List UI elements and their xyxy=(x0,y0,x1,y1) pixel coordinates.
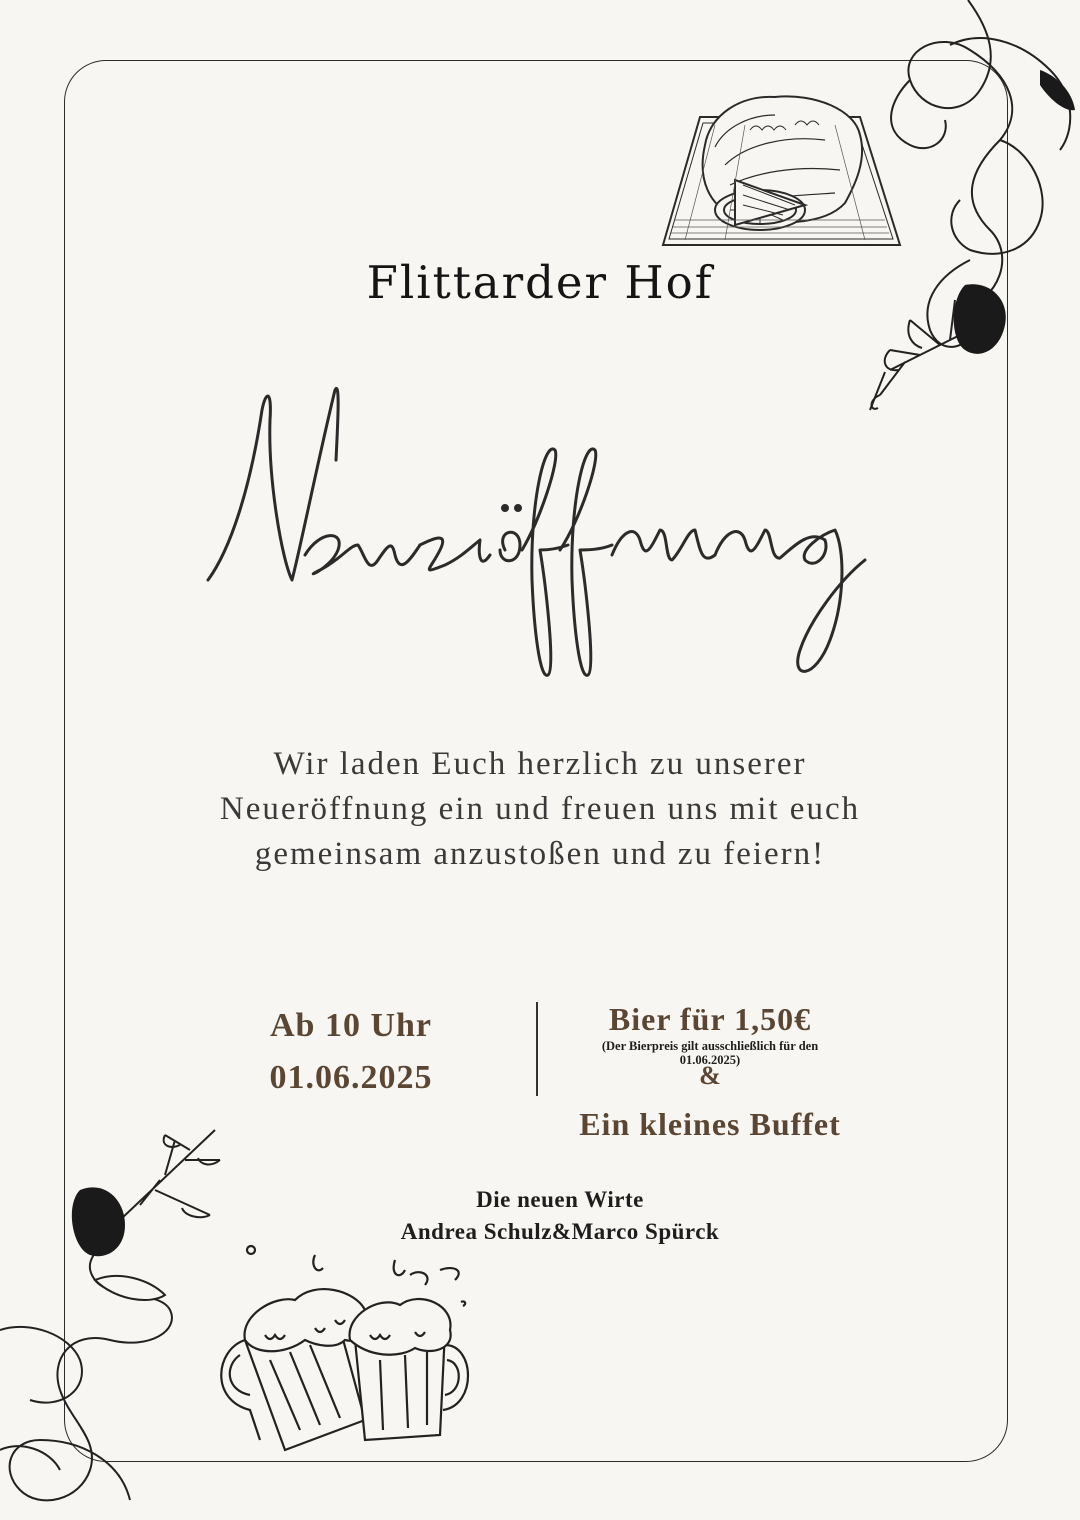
invitation-text xyxy=(150,742,930,877)
event-time: Ab 10 Uhr xyxy=(269,1007,433,1044)
buffet-text: Ein kleines Buffet xyxy=(579,1106,841,1142)
invitation-line: Wir laden Euch herzlich zu unserer xyxy=(273,746,807,782)
beer-mugs-icon xyxy=(205,1240,485,1460)
invitation-line: gemeinsam anzustoßen und zu feiern! xyxy=(254,836,826,872)
hosts-names: Andrea Schulz&Marco Spürck xyxy=(400,1219,720,1244)
headline-script xyxy=(0,380,1080,710)
ampersand: & xyxy=(699,1061,721,1090)
floral-line-art-icon xyxy=(0,1120,240,1520)
beer-note-line: 01.06.2025) xyxy=(679,1053,741,1067)
floral-line-art-icon xyxy=(850,0,1080,420)
hosts-title: Die neuen Wirte xyxy=(476,1187,644,1212)
beer-price: Bier für 1,50€ xyxy=(608,1001,812,1037)
hosts-block xyxy=(340,1184,780,1248)
event-time-block xyxy=(196,1000,506,1104)
beer-note-line: (Der Bierpreis gilt ausschließlich für den xyxy=(601,1039,819,1053)
venue-name: Flittarder Hof xyxy=(366,256,714,309)
invitation-line: Neueröffnung ein und freuen uns mit euch xyxy=(219,791,861,827)
vertical-divider xyxy=(536,1002,538,1096)
beer-offer-block xyxy=(560,1000,860,1089)
event-date: 01.06.2025 xyxy=(269,1059,433,1096)
